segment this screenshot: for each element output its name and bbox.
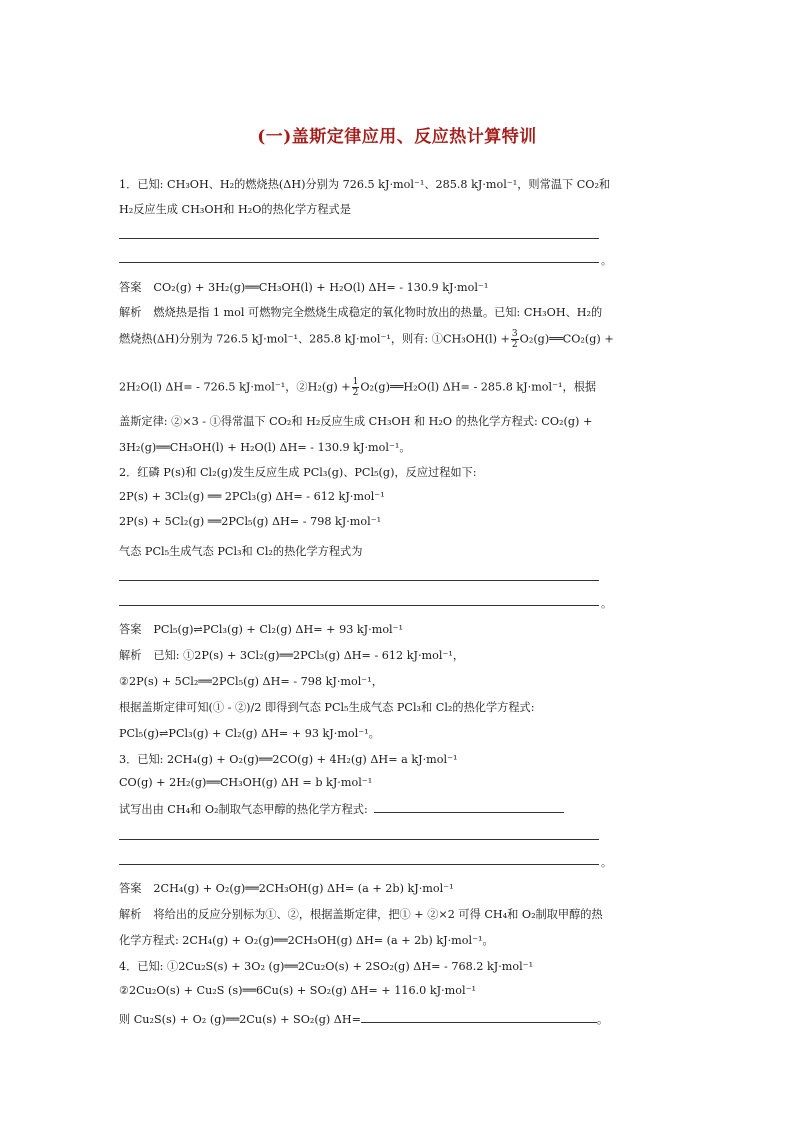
q2-analysis-line-2: ②2P(s) + 5Cl₂══2PCl₅(g) ΔH= - 798 kJ·mol⁻¹， [119, 675, 383, 688]
q3-stem-text-3: 试写出由 CH₄和 O₂制取气态甲醇的热化学方程式: [119, 803, 368, 816]
q4-answer-blank[interactable] [361, 1012, 597, 1023]
q3-answer-blank-2[interactable] [119, 864, 599, 865]
q1-fraction-one-half [352, 377, 360, 398]
q2-answer-label: 答案 [119, 623, 142, 636]
q2-analysis-line-3: 根据盖斯定律可知(① - ②)/2 即得到气态 PCl₅生成气态 PCl₃和 Cl₂的热化学方程式: [119, 701, 535, 714]
q1-fraction-2-numerator: 1 [352, 377, 359, 387]
q2-stem-line-1: 2．红磷 P(s)和 Cl₂(g)发生反应生成 PCl₃(g)、PCl₅(g)，反应过程如下: [119, 466, 477, 479]
q3-answer-text: 2CH₄(g) + O₂(g)══2CH₃OH(g) ΔH= (a + 2b) kJ·mol⁻¹ [153, 882, 454, 895]
q2-analysis-line-4: PCl₅(g)⇌PCl₃(g) + Cl₂(g) ΔH= + 93 kJ·mol⁻¹。 [119, 727, 380, 740]
q2-answer-blank-1[interactable] [119, 580, 599, 581]
q4-stem-line-3 [119, 1011, 679, 1027]
q2-answer-blank-2[interactable] [119, 605, 599, 606]
q4-blank-period: 。 [597, 1013, 609, 1026]
q1-answer-blank-2[interactable] [119, 262, 599, 263]
q3-answer [119, 880, 679, 896]
q4-stem-line-2: ②2Cu₂O(s) + Cu₂S (s)══6Cu(s) + SO₂(g) ΔH= + 116.0 kJ·mol⁻¹ [119, 984, 476, 997]
q1-analysis-line-2 [119, 329, 679, 350]
q1-fraction-2-denominator: 2 [352, 388, 359, 398]
q2-analysis-text-1: 已知: ①2P(s) + 3Cl₂(g)══2PCl₃(g) ΔH= - 612 kJ·mol⁻¹， [153, 649, 465, 662]
page-title: (一)盖斯定律应用、反应热计算特训 [257, 127, 537, 147]
q1-answer-blank-1[interactable] [119, 238, 599, 239]
q4-stem-text-3: 则 Cu₂S(s) + O₂ (g)══2Cu(s) + SO₂(g) ΔH= [119, 1013, 362, 1026]
q1-blank-period: 。 [601, 254, 612, 267]
q2-equation-2: 2P(s) + 5Cl₂(g) ══2PCl₅(g) ΔH= - 798 kJ·mol⁻¹ [119, 515, 382, 528]
q1-analysis-text-2a: 燃烧热(ΔH)分别为 726.5 kJ·mol⁻¹、285.8 kJ·mol⁻¹，则有: ①CH₃OH(l) + [119, 332, 510, 346]
q2-blank-period: 。 [601, 597, 612, 610]
q4-stem-line-1: 4．已知: ①2Cu₂S(s) + 3O₂ (g)══2Cu₂O(s) + 2SO₂(g) ΔH= - 768.2 kJ·mol⁻¹ [119, 960, 534, 973]
q1-answer [119, 279, 679, 295]
q2-stem-line-2: 气态 PCl₅生成气态 PCl₃和 Cl₂的热化学方程式为 [119, 545, 363, 558]
q2-equation-1: 2P(s) + 3Cl₂(g) ══ 2PCl₃(g) ΔH= - 612 kJ·mol⁻¹ [119, 490, 385, 503]
q3-analysis-text-1: 将给出的反应分别标为①、②，根据盖斯定律，把① + ②×2 可得 CH₄和 O₂制取甲醇的热 [153, 908, 603, 921]
q2-analysis-label: 解析 [119, 649, 142, 662]
q1-analysis-line-5: 3H₂(g)══CH₃OH(l) + H₂O(l) ΔH= - 130.9 kJ·mol⁻¹。 [119, 441, 411, 454]
q3-stem-line-1: 3．已知: 2CH₄(g) + O₂(g)══2CO(g) + 4H₂(g) ΔH= a kJ·mol⁻¹ [119, 753, 458, 766]
q1-analysis-line-1 [119, 304, 679, 320]
q3-analysis-line-2: 化学方程式: 2CH₄(g) + O₂(g)══2CH₃OH(g) ΔH= (a + 2b) kJ·mol⁻¹。 [119, 934, 494, 947]
q1-analysis-text-2b: O₂(g)══CO₂(g) + [519, 332, 614, 346]
q3-answer-blank-1[interactable] [119, 839, 599, 840]
q1-stem-line-1: 1．已知: CH₃OH、H₂的燃烧热(ΔH)分别为 726.5 kJ·mol⁻¹、285.8 kJ·mol⁻¹，则常温下 CO₂和 [119, 178, 611, 191]
q3-stem-line-2: CO(g) + 2H₂(g)══CH₃OH(g) ΔH = b kJ·mol⁻¹ [119, 776, 373, 789]
q1-fraction-1-numerator: 3 [511, 329, 518, 339]
q1-stem-line-2: H₂反应生成 CH₃OH和 H₂O的热化学方程式是 [119, 203, 351, 216]
q3-stem-line-3 [119, 801, 679, 817]
q3-blank-period: 。 [601, 856, 612, 869]
q1-analysis-label: 解析 [119, 306, 142, 319]
q3-answer-label: 答案 [119, 882, 142, 895]
q1-analysis-text-3b: O₂(g)══H₂O(l) ΔH= - 285.8 kJ·mol⁻¹，根据 [360, 380, 597, 394]
q3-answer-blank-inline[interactable] [374, 802, 564, 813]
q1-answer-text: CO₂(g) + 3H₂(g)══CH₃OH(l) + H₂O(l) ΔH= - 130.9 kJ·mol⁻¹ [153, 281, 489, 294]
q1-fraction-three-halves [511, 329, 519, 350]
q1-analysis-text-1: 燃烧热是指 1 mol 可燃物完全燃烧生成稳定的氧化物时放出的热量。已知: CH₃OH、H₂的 [153, 306, 603, 319]
q2-analysis-line-1 [119, 647, 679, 663]
q1-analysis-text-3a: 2H₂O(l) ΔH= - 726.5 kJ·mol⁻¹，②H₂(g) + [119, 380, 351, 394]
q3-analysis-label: 解析 [119, 908, 142, 921]
q1-fraction-1-denominator: 2 [511, 340, 518, 350]
q2-answer-text: PCl₅(g)⇌PCl₃(g) + Cl₂(g) ΔH= + 93 kJ·mol⁻¹ [153, 623, 404, 636]
q1-analysis-line-4: 盖斯定律: ②×3 - ①得常温下 CO₂和 H₂反应生成 CH₃OH 和 H₂O 的热化学方程式: CO₂(g) + [119, 415, 593, 428]
q1-analysis-line-3 [119, 377, 679, 398]
q3-analysis-line-1 [119, 906, 679, 922]
q2-answer [119, 621, 679, 637]
q1-answer-label: 答案 [119, 281, 142, 294]
